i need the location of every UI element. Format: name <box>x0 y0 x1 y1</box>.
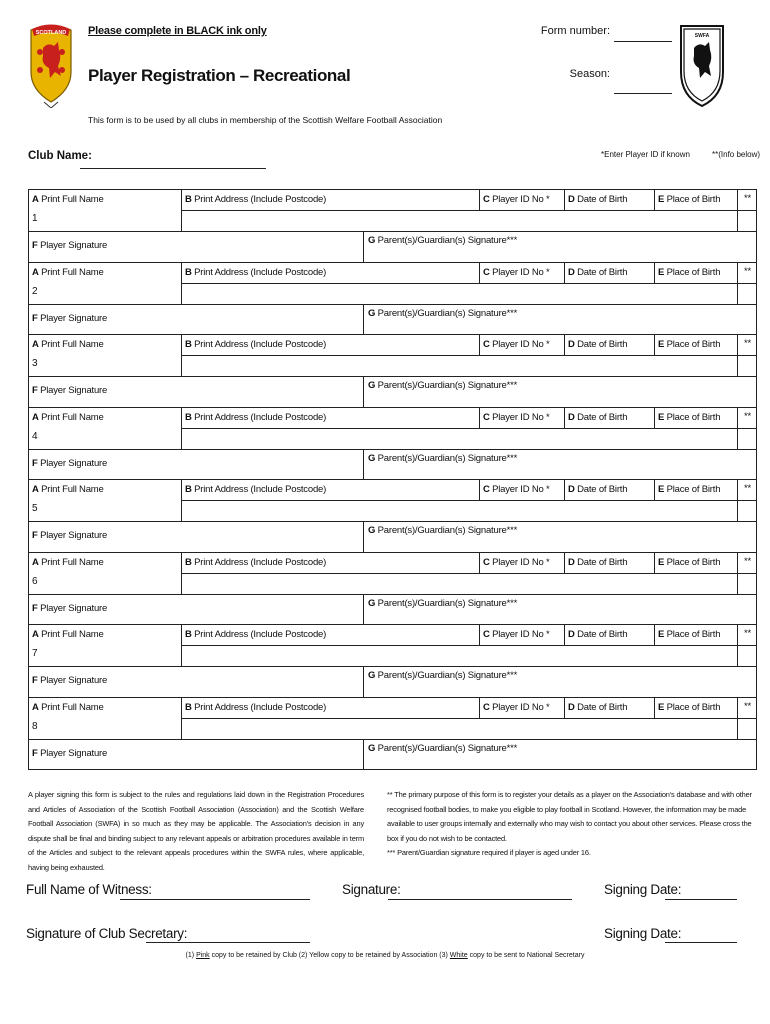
player-block <box>29 553 756 626</box>
place-of-birth-header: E Place of Birth <box>654 553 737 573</box>
place-of-birth-header: E Place of Birth <box>654 698 737 718</box>
opt-out-box[interactable]: ** <box>737 335 758 355</box>
player-block <box>29 190 756 263</box>
player-details-input-row[interactable] <box>181 574 737 594</box>
player-id-header: C Player ID No * <box>479 553 564 573</box>
ink-instruction: Please complete in BLACK ink only <box>88 25 267 37</box>
full-name-header: A Print Full Name <box>32 194 104 205</box>
address-header: B Print Address (Include Postcode) <box>181 698 479 718</box>
player-number: 2 <box>32 285 38 297</box>
secretary-signing-date-label: Signing Date: <box>604 926 682 941</box>
address-header: B Print Address (Include Postcode) <box>181 625 479 645</box>
player-registration-table <box>28 189 757 770</box>
address-header: B Print Address (Include Postcode) <box>181 190 479 210</box>
date-of-birth-header: D Date of Birth <box>564 480 654 500</box>
guardian-signature-field[interactable]: G Parent(s)/Guardian(s) Signature*** <box>368 380 518 391</box>
player-details-input-row[interactable] <box>181 429 737 449</box>
date-of-birth-header: D Date of Birth <box>564 335 654 355</box>
player-number: 4 <box>32 430 38 442</box>
guardian-signature-field[interactable]: G Parent(s)/Guardian(s) Signature*** <box>368 670 518 681</box>
guardian-signature-field[interactable]: G Parent(s)/Guardian(s) Signature*** <box>368 742 518 754</box>
witness-label: Full Name of Witness: <box>26 882 152 897</box>
guardian-requirement-text: *** Parent/Guardian signature required if player is aged under 16. <box>387 848 591 858</box>
date-of-birth-header: D Date of Birth <box>564 698 654 718</box>
player-details-input-row[interactable] <box>181 646 737 666</box>
place-of-birth-header: E Place of Birth <box>654 335 737 355</box>
player-signature-field[interactable]: F Player Signature <box>32 602 108 614</box>
club-name-field[interactable] <box>80 168 266 169</box>
form-number-field[interactable] <box>614 40 672 42</box>
opt-out-box[interactable]: ** <box>737 698 758 718</box>
svg-text:SCOTLAND: SCOTLAND <box>35 30 67 36</box>
witness-signature-field[interactable] <box>388 898 572 900</box>
player-id-header: C Player ID No * <box>479 335 564 355</box>
player-details-input-row[interactable] <box>181 284 737 304</box>
club-secretary-signature-field[interactable] <box>146 941 310 943</box>
witness-name-field[interactable] <box>120 898 310 900</box>
place-of-birth-header: E Place of Birth <box>654 480 737 500</box>
form-number-label: Form number: <box>540 25 610 37</box>
guardian-signature-field[interactable]: G Parent(s)/Guardian(s) Signature*** <box>368 307 518 319</box>
signing-date-label: Signing Date: <box>604 882 682 897</box>
player-details-input-row[interactable] <box>181 356 737 376</box>
player-details-input-row[interactable] <box>181 719 737 739</box>
guardian-signature-field[interactable]: G Parent(s)/Guardian(s) Signature*** <box>368 597 518 609</box>
info-below-note: **(Info below) <box>712 150 761 159</box>
player-id-header: C Player ID No * <box>479 480 564 500</box>
player-block <box>29 408 756 481</box>
season-label: Season: <box>569 68 610 80</box>
secretary-signing-date-field[interactable] <box>665 941 737 943</box>
guardian-signature-field[interactable]: G Parent(s)/Guardian(s) Signature*** <box>368 452 518 464</box>
player-block <box>29 335 756 408</box>
player-signature-field[interactable]: F Player Signature <box>32 530 108 541</box>
opt-out-box[interactable]: ** <box>737 408 758 428</box>
svg-text:SWFA: SWFA <box>694 33 710 39</box>
season-field[interactable] <box>614 92 672 94</box>
address-header: B Print Address (Include Postcode) <box>181 480 479 500</box>
full-name-header: A Print Full Name <box>32 556 104 568</box>
full-name-header: A Print Full Name <box>32 484 104 495</box>
opt-out-box[interactable]: ** <box>737 625 758 645</box>
opt-out-box[interactable]: ** <box>737 190 758 210</box>
player-block <box>29 480 756 553</box>
full-name-header: A Print Full Name <box>32 701 104 713</box>
data-use-text: ** The primary purpose of this form is to register your details as a player on the Association's database and with other recognised football bodies, to make you eligible to play football in Scotland. However, the information may be made available to user groups internally and externally who may wish to contact you about other services. Please cross the box if you do not wish to be contacted. <box>387 790 752 843</box>
scottish-fa-crest-logo <box>28 20 74 108</box>
player-block <box>29 625 756 698</box>
player-id-header: C Player ID No * <box>479 263 564 283</box>
player-number: 6 <box>32 575 38 587</box>
copy-distribution-footer: (1) Pink copy to be retained by Club (2) Yellow copy to be retained by Association (3) White copy to be sent to National Secretary <box>185 952 585 959</box>
player-number: 3 <box>32 358 38 369</box>
player-number: 8 <box>32 720 38 732</box>
player-signature-field[interactable]: F Player Signature <box>32 457 108 469</box>
player-details-input-row[interactable] <box>181 211 737 231</box>
player-id-header: C Player ID No * <box>479 698 564 718</box>
full-name-header: A Print Full Name <box>32 266 104 278</box>
opt-out-box[interactable]: ** <box>737 480 758 500</box>
player-block <box>29 698 756 771</box>
player-signature-field[interactable]: F Player Signature <box>32 675 108 686</box>
player-id-header: C Player ID No * <box>479 625 564 645</box>
address-header: B Print Address (Include Postcode) <box>181 553 479 573</box>
player-signature-field[interactable]: F Player Signature <box>32 747 108 759</box>
address-header: B Print Address (Include Postcode) <box>181 408 479 428</box>
rules-notice: A player signing this form is subject to the rules and regulations laid down in the Registration Procedures and Articles of Association of the Scottish Football Association (Association) and the Scottish Welfare Football Association (SWFA) in so much as they may be applicable. The Association's decision in any dispute shall be final and binding subject to any relevant appeals or arbitration procedures available in term of the Articles and subject to the relevant appeals procedures within the SWFA rules, where applicable, having being exhausted. <box>28 790 364 872</box>
address-header: B Print Address (Include Postcode) <box>181 263 479 283</box>
player-number: 7 <box>32 648 38 659</box>
player-id-note: *Enter Player ID if known <box>601 150 690 159</box>
date-of-birth-header: D Date of Birth <box>564 263 654 283</box>
player-number: 1 <box>32 213 38 224</box>
address-header: B Print Address (Include Postcode) <box>181 335 479 355</box>
full-name-header: A Print Full Name <box>32 411 104 423</box>
signing-date-field[interactable] <box>665 898 737 900</box>
data-use-notice <box>387 788 755 861</box>
player-id-header: C Player ID No * <box>479 408 564 428</box>
player-details-input-row[interactable] <box>181 501 737 521</box>
place-of-birth-header: E Place of Birth <box>654 408 737 428</box>
player-signature-field[interactable]: F Player Signature <box>32 385 108 396</box>
place-of-birth-header: E Place of Birth <box>654 625 737 645</box>
full-name-header: A Print Full Name <box>32 629 104 640</box>
guardian-signature-field[interactable]: G Parent(s)/Guardian(s) Signature*** <box>368 525 518 536</box>
player-id-header: C Player ID No * <box>479 190 564 210</box>
date-of-birth-header: D Date of Birth <box>564 408 654 428</box>
opt-out-box[interactable]: ** <box>737 553 758 573</box>
page-title: Player Registration – Recreational <box>88 66 351 85</box>
signature-label: Signature: <box>342 882 401 897</box>
player-number: 5 <box>32 503 38 514</box>
date-of-birth-header: D Date of Birth <box>564 553 654 573</box>
club-name-label: Club Name: <box>28 150 92 162</box>
player-signature-field[interactable]: F Player Signature <box>32 312 108 324</box>
place-of-birth-header: E Place of Birth <box>654 263 737 283</box>
form-purpose-text: This form is to be used by all clubs in membership of the Scottish Welfare Football Association <box>88 115 443 125</box>
player-signature-field[interactable]: F Player Signature <box>32 240 108 251</box>
date-of-birth-header: D Date of Birth <box>564 190 654 210</box>
player-block <box>29 263 756 336</box>
opt-out-box[interactable]: ** <box>737 263 758 283</box>
club-secretary-label: Signature of Club Secretary: <box>26 926 188 941</box>
full-name-header: A Print Full Name <box>32 339 104 350</box>
place-of-birth-header: E Place of Birth <box>654 190 737 210</box>
guardian-signature-field[interactable]: G Parent(s)/Guardian(s) Signature*** <box>368 235 518 246</box>
swfa-badge-logo <box>678 20 726 110</box>
date-of-birth-header: D Date of Birth <box>564 625 654 645</box>
